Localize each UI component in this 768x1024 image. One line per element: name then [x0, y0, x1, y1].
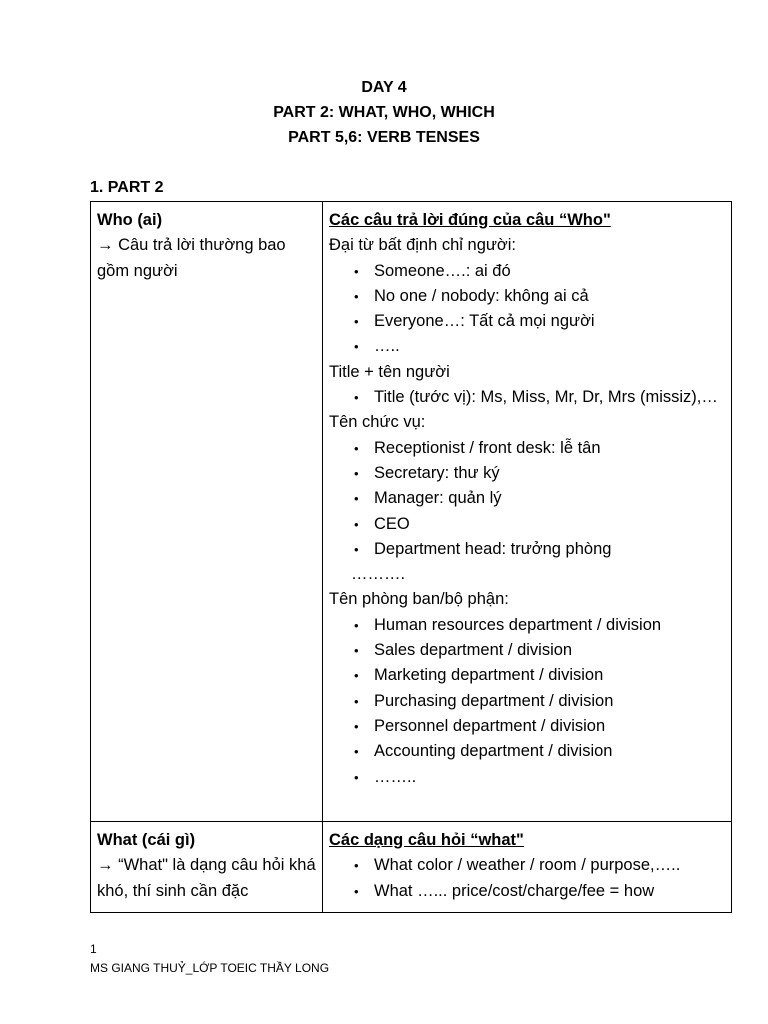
- list-item: • Everyone…: Tất cả mọi người: [374, 309, 725, 334]
- group3-list: [329, 436, 725, 562]
- list-item: • Sales department / division: [374, 638, 725, 663]
- what-left-cell: [91, 822, 323, 913]
- table-row-who: [91, 202, 732, 822]
- footer-text: MS GIANG THUỶ_LỚP TOEIC THẦY LONG: [90, 961, 330, 975]
- list-item: • ……..: [374, 765, 725, 790]
- list-item: • Marketing department / division: [374, 663, 725, 688]
- who-answers-title: Các câu trả lời đúng của câu “Who": [329, 211, 611, 229]
- what-heading: What (cái gì): [97, 831, 196, 849]
- table-row-what: [91, 822, 732, 913]
- list-item: • Purchasing department / division: [374, 689, 725, 714]
- group4-list: [329, 613, 725, 790]
- day-title: DAY 4: [361, 79, 407, 96]
- list-item: • Secretary: thư ký: [374, 461, 725, 486]
- list-item: • Human resources department / division: [374, 613, 725, 638]
- list-item: • What …... price/cost/charge/fee = how: [374, 879, 725, 904]
- group2-list: [329, 385, 725, 410]
- part56-title: PART 5,6: VERB TENSES: [288, 129, 480, 146]
- list-item: • Manager: quản lý: [374, 486, 725, 511]
- group1-list: [329, 259, 725, 360]
- section-title: 1. PART 2: [90, 179, 164, 196]
- list-item: • No one / nobody: không ai cả: [374, 284, 725, 309]
- group1-title: Đại từ bất định chỉ người:: [329, 236, 517, 255]
- group4-title: Tên phòng ban/bộ phận:: [329, 590, 509, 609]
- list-item: • Someone….: ai đó: [374, 259, 725, 284]
- what-right-cell: [323, 822, 732, 913]
- list-item: • Receptionist / front desk: lễ tân: [374, 436, 725, 461]
- group2-title: Title + tên người: [329, 362, 450, 381]
- who-note: → Câu trả lời thường bao gồm người: [97, 236, 286, 280]
- page-number: 1: [90, 942, 97, 956]
- list-item: • Department head: trưởng phòng: [374, 537, 725, 562]
- who-left-cell: [91, 202, 323, 822]
- content-table: [90, 201, 732, 913]
- who-right-cell: [323, 202, 732, 822]
- what-list: [329, 853, 725, 904]
- what-forms-title: Các dạng câu hỏi “what": [329, 831, 524, 849]
- list-item: • …..: [374, 334, 725, 359]
- who-heading: Who (ai): [97, 211, 163, 229]
- list-item: • What color / weather / room / purpose,…..: [374, 853, 725, 878]
- what-note: → “What" là dạng câu hỏi khá khó, thí sinh cần đặc: [97, 856, 316, 900]
- group3-title: Tên chức vụ:: [329, 413, 426, 432]
- list-item: • Accounting department / division: [374, 739, 725, 764]
- list-item: • Personnel department / division: [374, 714, 725, 739]
- list-item: • CEO: [374, 512, 725, 537]
- group3-more: ……….: [351, 565, 406, 584]
- list-item: • Title (tước vị): Ms, Miss, Mr, Dr, Mrs (missiz),…: [374, 385, 725, 410]
- part2-title: PART 2: WHAT, WHO, WHICH: [273, 104, 495, 121]
